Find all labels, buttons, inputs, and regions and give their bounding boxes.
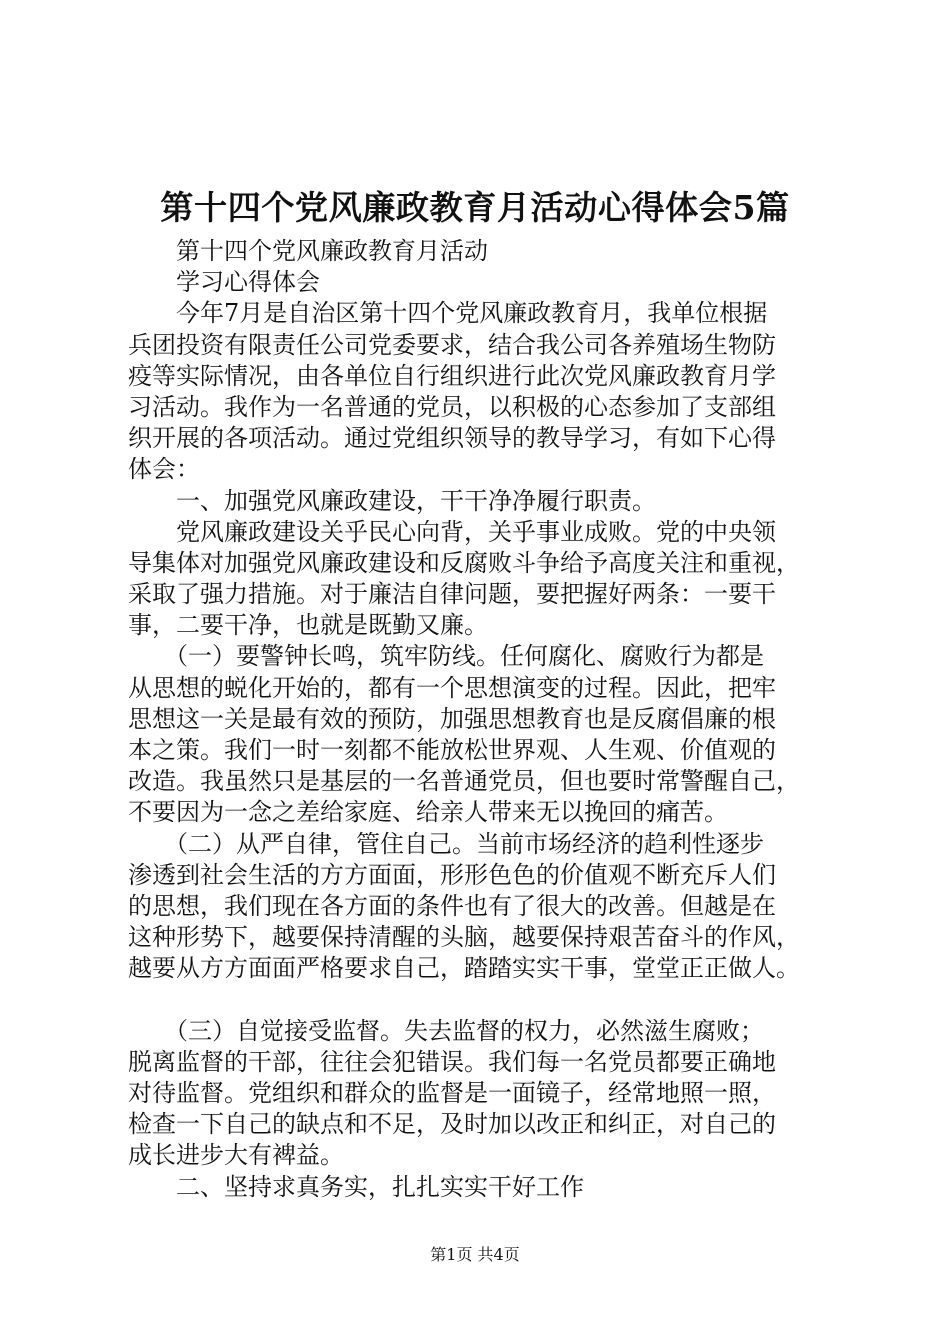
text-line: 渗透到社会生活的方方面面，形形色色的价值观不断充斥人们 xyxy=(128,860,776,889)
text-line: 学习心得体会 xyxy=(128,268,320,297)
document-body xyxy=(128,236,848,1203)
text-line: 思想这一关是最有效的预防，加强思想教育也是反腐倡廉的根 xyxy=(128,704,776,733)
text-line: 兵团投资有限责任公司党委要求，结合我公司各养殖场生物防 xyxy=(128,330,776,359)
text-line: 改造。我虽然只是基层的一名普通党员，但也要时常警醒自己， xyxy=(128,767,800,796)
text-line: （二）从严自律，管住自己。当前市场经济的趋利性逐步 xyxy=(128,829,764,858)
text-line: 一、加强党风廉政建设，干干净净履行职责。 xyxy=(128,486,656,515)
text-line: 不要因为一念之差给家庭、给亲人带来无以挽回的痛苦。 xyxy=(128,798,728,827)
text-line: （一）要警钟长鸣，筑牢防线。任何腐化、腐败行为都是 xyxy=(128,642,764,671)
blank-line xyxy=(128,985,848,1016)
text-line: 事，二要干净，也就是既勤又廉。 xyxy=(128,611,488,640)
text-line: 第十四个党风廉政教育月活动 xyxy=(128,237,488,265)
text-line: 二、坚持求真务实，扎扎实实干好工作 xyxy=(128,1172,584,1201)
text-line: 成长进步大有裨益。 xyxy=(128,1141,344,1170)
text-line: 对待监督。党组织和群众的监督是一面镜子，经常地照一照， xyxy=(128,1079,776,1108)
text-line: 检查一下自己的缺点和不足，及时加以改正和纠正，对自己的 xyxy=(128,1110,776,1139)
text-line: 今年7月是自治区第十四个党风廉政教育月，我单位根据 xyxy=(128,299,768,328)
text-line: 习活动。我作为一名普通的党员，以积极的心态参加了支部组 xyxy=(128,392,776,421)
text-line: 体会： xyxy=(128,455,200,484)
text-line: 疫等实际情况，由各单位自行组织进行此次党风廉政教育月学 xyxy=(128,361,776,390)
text-line: （三）自觉接受监督。失去监督的权力，必然滋生腐败； xyxy=(128,1016,764,1045)
text-line: 越要从方方面面严格要求自己，踏踏实实干事，堂堂正正做人。 xyxy=(128,954,800,983)
page-title: 第十四个党风廉政教育月活动心得体会5篇 xyxy=(160,188,790,227)
text-line: 导集体对加强党风廉政建设和反腐败斗争给予高度关注和重视， xyxy=(128,548,800,577)
text-line: 本之策。我们一时一刻都不能放松世界观、人生观、价值观的 xyxy=(128,736,776,764)
text-line: 采取了强力措施。对于廉洁自律问题，要把握好两条：一要干 xyxy=(128,580,776,609)
text-line: 这种形势下，越要保持清醒的头脑，越要保持艰苦奋斗的作风， xyxy=(128,923,800,952)
text-line: 脱离监督的干部，往往会犯错误。我们每一名党员都要正确地 xyxy=(128,1047,776,1076)
text-line: 党风廉政建设关乎民心向背，关乎事业成败。党的中央领 xyxy=(128,517,776,546)
text-line: 的思想，我们现在各方面的条件也有了很大的改善。但越是在 xyxy=(128,891,776,920)
text-line: 织开展的各项活动。通过党组织领导的教导学习，有如下心得 xyxy=(128,424,776,453)
text-line: 从思想的蜕化开始的，都有一个思想演变的过程。因此，把牢 xyxy=(128,673,776,702)
page-indicator: 第1页 共4页 xyxy=(430,1245,520,1264)
